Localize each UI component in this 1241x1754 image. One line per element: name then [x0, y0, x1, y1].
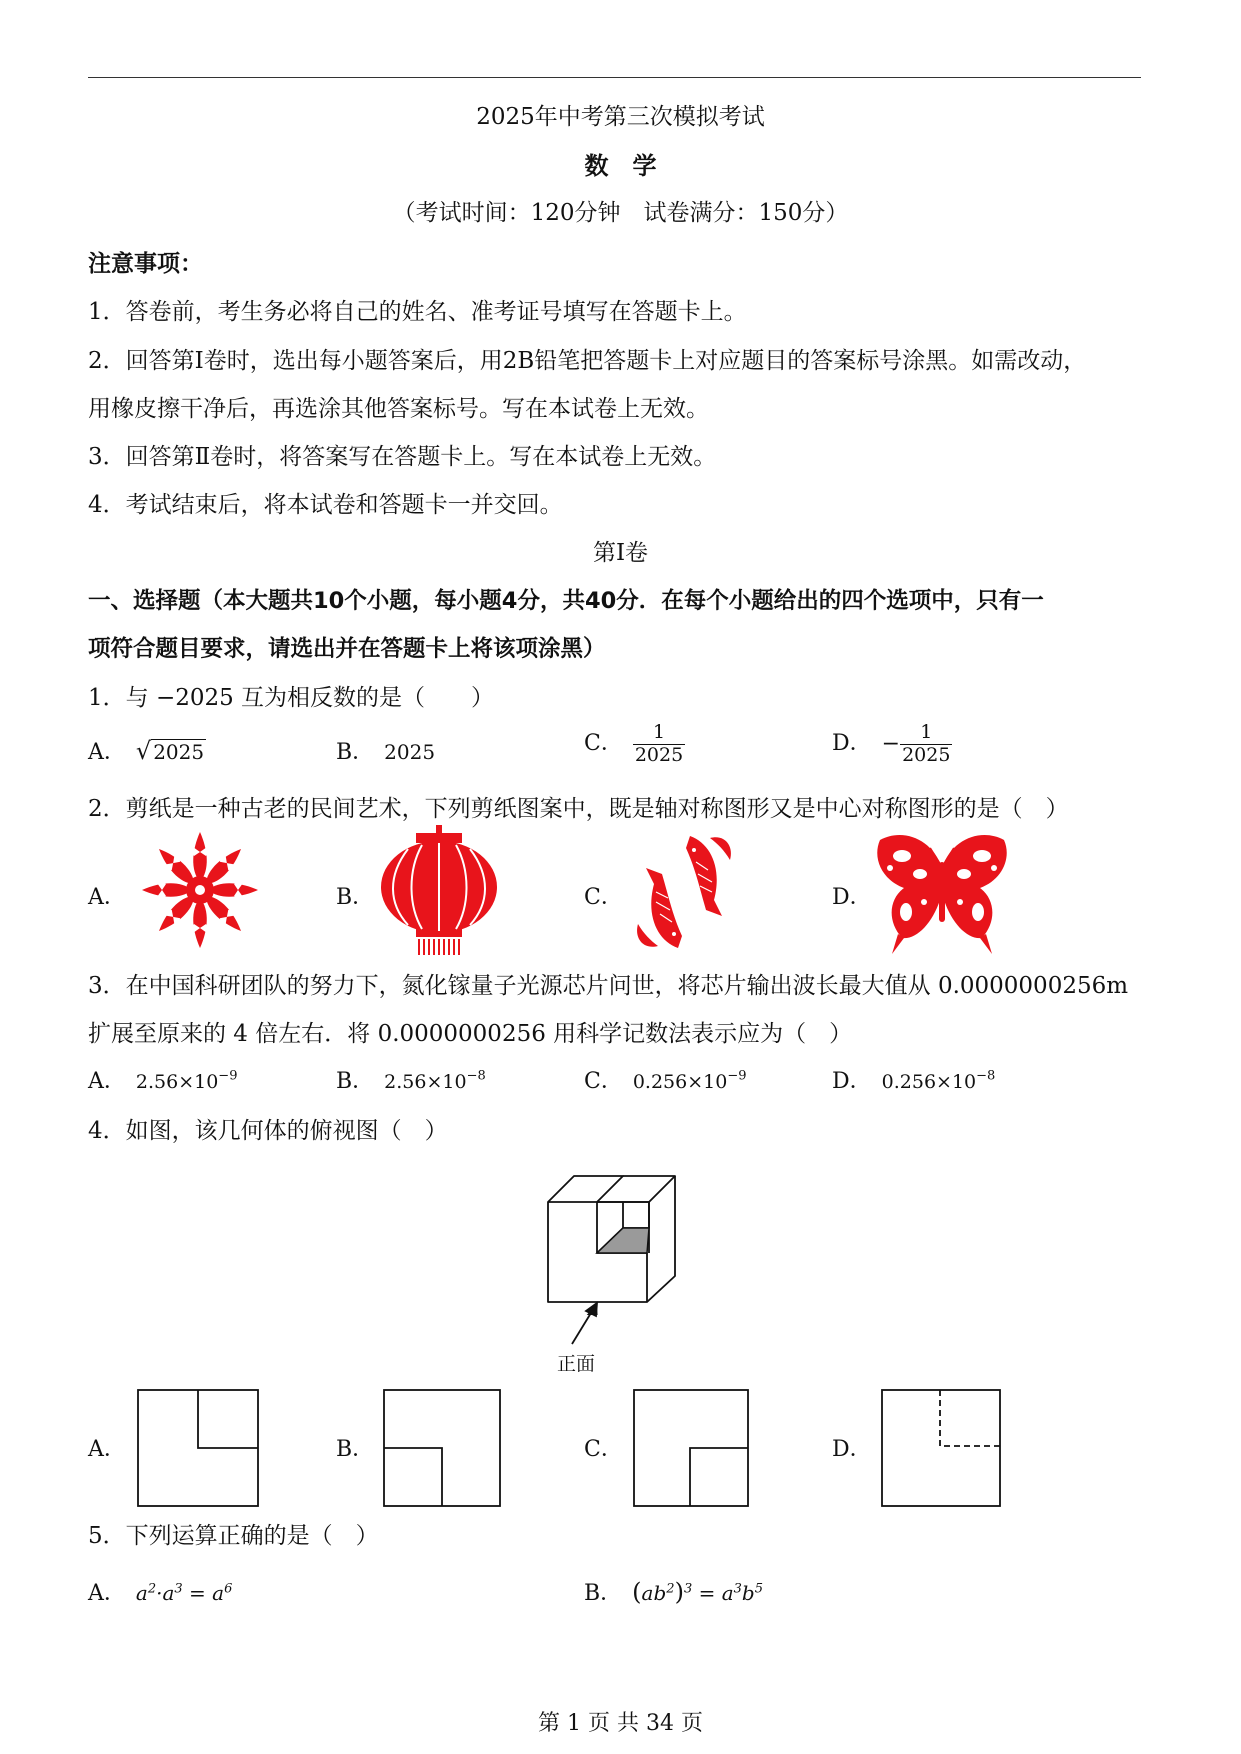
option-value: 0.256×10 [632, 1071, 728, 1093]
q4-option-d-view [880, 1388, 1002, 1508]
q3-option-b [336, 1064, 486, 1095]
option-label: C． [584, 731, 623, 757]
front-label: 正面 [557, 1353, 596, 1375]
note-item: 1．答卷前，考生务必将自己的姓名、准考证号填写在答题卡上。 [88, 299, 747, 325]
q1-option-b [336, 735, 435, 766]
question-3-stem: 3．在中国科研团队的努力下，氮化镓量子光源芯片问世，将芯片输出波长最大值从 0.0000000256m [88, 973, 1129, 999]
section-heading: 项符合题目要求，请选出并在答题卡上将该项涂黑） [88, 636, 606, 662]
option-label: A． [88, 1069, 126, 1094]
q2-option-c-label: C． [584, 885, 623, 910]
exam-title: 2025年中考第三次模拟考试 [476, 104, 765, 130]
option-label: C． [584, 1069, 623, 1094]
koi-fish-papercut-icon [630, 830, 740, 955]
q4-option-b-label: B． [336, 1437, 375, 1462]
denominator: 2025 [902, 743, 951, 766]
solid-figure-diagram [540, 1160, 685, 1315]
math-expression: $(ab^2)^3 = a^3b^5$ [632, 1578, 763, 1606]
q2-option-d-label: D． [832, 885, 872, 910]
question-4-stem: 4．如图，该几何体的俯视图（ ） [88, 1118, 448, 1144]
sqrt-radicand: 2025 [153, 740, 205, 764]
front-arrow-icon [566, 1300, 606, 1350]
exponent: −9 [727, 1068, 747, 1084]
sqrt-symbol: √ [135, 737, 152, 765]
option-value: 2.56×10 [384, 1071, 467, 1093]
option-label: D． [832, 731, 872, 757]
option-label: B． [584, 1581, 623, 1606]
option-value: 2025 [384, 740, 436, 764]
denominator: 2025 [634, 743, 684, 766]
notes-heading: 注意事项： [88, 251, 203, 277]
top-rule [88, 77, 1141, 78]
section-heading: 一、选择题（本大题共10个小题，每小题4分，共40分．在每个小题给出的四个选项中，只有一 [88, 588, 1044, 614]
note-item: 3．回答第Ⅱ卷时，将答案写在答题卡上。写在本试卷上无效。 [88, 444, 717, 470]
q3-option-d [832, 1064, 995, 1095]
option-label: B． [336, 1069, 375, 1094]
q3-option-c [584, 1064, 747, 1095]
option-label: A． [88, 740, 126, 765]
subject-title: 数 学 [584, 152, 657, 180]
option-value: 2.56×10 [135, 1071, 219, 1093]
exam-info: （考试时间：120分钟 试卷满分：150分） [392, 200, 849, 226]
q4-option-a-view [136, 1388, 260, 1508]
volume-title: 第Ⅰ卷 [592, 540, 649, 566]
note-item: 2．回答第Ⅰ卷时，选出每小题答案后，用2B铅笔把答题卡上对应题目的答案标号涂黑。如需改动， [88, 348, 1087, 374]
q1-option-a [88, 735, 206, 766]
q2-option-b-label: B． [336, 885, 375, 910]
minus-sign: − [881, 731, 901, 757]
note-item: 4．考试结束后，将本试卷和答题卡一并交回。 [88, 492, 563, 518]
exponent: −9 [218, 1068, 238, 1084]
snowflake-papercut-icon [128, 828, 273, 953]
question-1-stem: 1．与 −2025 互为相反数的是（ ） [88, 685, 495, 711]
exponent: −8 [976, 1068, 996, 1084]
exponent: −8 [466, 1068, 486, 1084]
butterfly-papercut-icon [872, 828, 1012, 956]
q3-option-a [88, 1064, 237, 1095]
numerator: 1 [633, 722, 685, 745]
option-value: 0.256×10 [881, 1071, 977, 1093]
fraction [900, 722, 952, 767]
option-label: B． [336, 740, 375, 765]
q1-option-d [832, 722, 952, 767]
math-expression: $a^2\cdot a^3 = a^6$ [135, 1581, 233, 1605]
question-2-stem: 2．剪纸是一种古老的民间艺术，下列剪纸图案中，既是轴对称图形又是中心对称图形的是（ ） [88, 796, 1069, 822]
question-5-stem: 5．下列运算正确的是（ ） [88, 1523, 379, 1549]
q4-option-a-label: A． [88, 1437, 126, 1462]
option-label: D． [832, 1069, 872, 1094]
q5-option-b [584, 1576, 763, 1607]
q4-option-c-label: C． [584, 1437, 623, 1462]
q4-option-b-view [382, 1388, 504, 1508]
lantern-papercut-icon [378, 825, 500, 955]
q1-option-c [584, 722, 685, 767]
note-item: 用橡皮擦干净后，再选涂其他答案标号。写在本试卷上无效。 [88, 396, 709, 422]
question-3-stem: 扩展至原来的 4 倍左右．将 0.0000000256 用科学记数法表示应为（ ） [88, 1021, 853, 1047]
option-label: A． [88, 1581, 126, 1606]
q4-option-c-view [632, 1388, 750, 1508]
q5-option-a [88, 1576, 232, 1607]
q4-option-d-label: D． [832, 1437, 872, 1462]
page-number: 第 1 页 共 34 页 [538, 1711, 703, 1736]
q2-option-a-label: A． [88, 885, 126, 910]
numerator: 1 [900, 722, 952, 745]
fraction [633, 722, 685, 767]
